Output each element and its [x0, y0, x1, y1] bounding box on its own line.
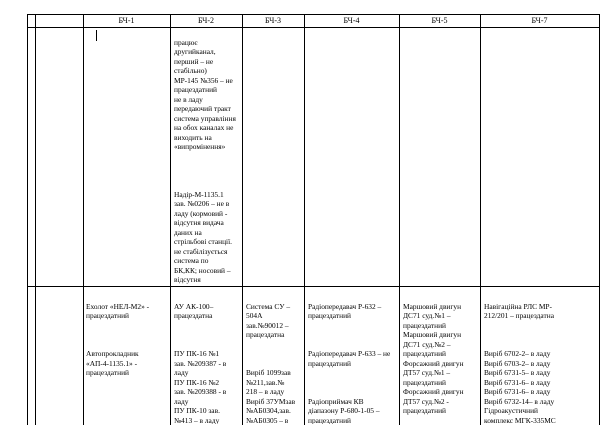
header-bch5: БЧ-5	[431, 16, 448, 25]
header-bch2: БЧ-2	[197, 16, 215, 25]
bch5-engines: Маршовий двигун ДС71 суд.№1 – працездатний Маршовий двигун ДС71 суд.№2 – працездатний Форсажний двигун ДТ57 суд.№1 – працездатний Форсажний двигун ДТ57 суд.№2 - працездатний	[403, 301, 464, 415]
bch3-products: Виріб 1099зав №211,зав.№ 218 – в ладу Виріб 37УМзав №АБ0304,зав. №АБ0305 – в	[246, 368, 296, 424]
header-bch7: БЧ-7	[531, 16, 548, 25]
bch4-item: Радіопередавач Р-632 – працездатний	[308, 301, 382, 320]
cell-bch1-lower	[86, 292, 170, 424]
column-border	[35, 14, 36, 425]
column-border	[480, 14, 481, 425]
bch3-control-system: Система СУ – 504А зав.№90012 – працездатна	[246, 301, 291, 339]
text-cursor	[96, 30, 97, 41]
bch2-launchers: ПУ ПК-16 №1 зав. №209387 - в ладу ПУ ПК-16 №2 зав. №209388 - в ладу ПУ ПК-10 зав. №413 – в ладу	[174, 349, 227, 424]
cell-bch2-upper	[174, 28, 242, 285]
row-border	[27, 286, 600, 287]
column-border	[242, 14, 243, 425]
column-border	[83, 14, 84, 425]
cell-bch5-lower	[403, 292, 480, 424]
bch4-item: Радіоприймач КВ діапазону Р-680-1-05 – працездатний	[308, 396, 380, 424]
column-border	[399, 14, 400, 425]
cell-bch7-lower	[484, 292, 599, 424]
column-border	[27, 14, 28, 425]
cell-bch2-lower	[174, 292, 242, 424]
column-border	[304, 14, 305, 425]
header-bch3: БЧ-3	[264, 16, 282, 25]
bch2-upper-status: працює другийканал, перший – не стабільно) МР-145 №356 – не працездатний не в ладу передаючий тракт система управління на обох каналах не виходить на «випромінення»	[174, 37, 236, 151]
cell-bch3-lower	[246, 292, 304, 424]
bch1-autoplotter: Автопрокладник «АП-4-1135.1» - працездатний	[86, 349, 139, 377]
cell-bch4-lower	[308, 292, 399, 424]
column-border	[170, 14, 171, 425]
bch1-echosounder: Ехолот «НЕЛ-М2» - працездатний	[86, 301, 150, 320]
row-border	[27, 27, 600, 28]
bch2-gun-mount: АУ АК-100– працездатна	[174, 301, 214, 320]
header-bch4: БЧ-4	[343, 16, 360, 25]
header-bch1: БЧ-1	[118, 16, 135, 25]
bch7-radar: Навігаційна РЛС МР- 212/201 – працездатна	[484, 301, 554, 320]
bch2-upper-nadir-status: Надір-М-1135.1 зав. №0206 – не в ладу (кормовий - відсутня видача даних на стрільбові станції. не стабілізується система по БК,КК; носовий – відсутня	[174, 189, 232, 284]
bch4-item: Радіопередавач Р-633 – не працездатний	[308, 349, 391, 368]
bch7-products: Виріб 6702-2– в ладу Виріб 6703-2– в ладу Виріб 6731-5– в ладу Виріб 6731-6– в ладу Виріб 6731-6– в ладу Виріб 6732-14– в ладу Гідроакустичний комплекс МГК-335МС	[484, 349, 556, 424]
